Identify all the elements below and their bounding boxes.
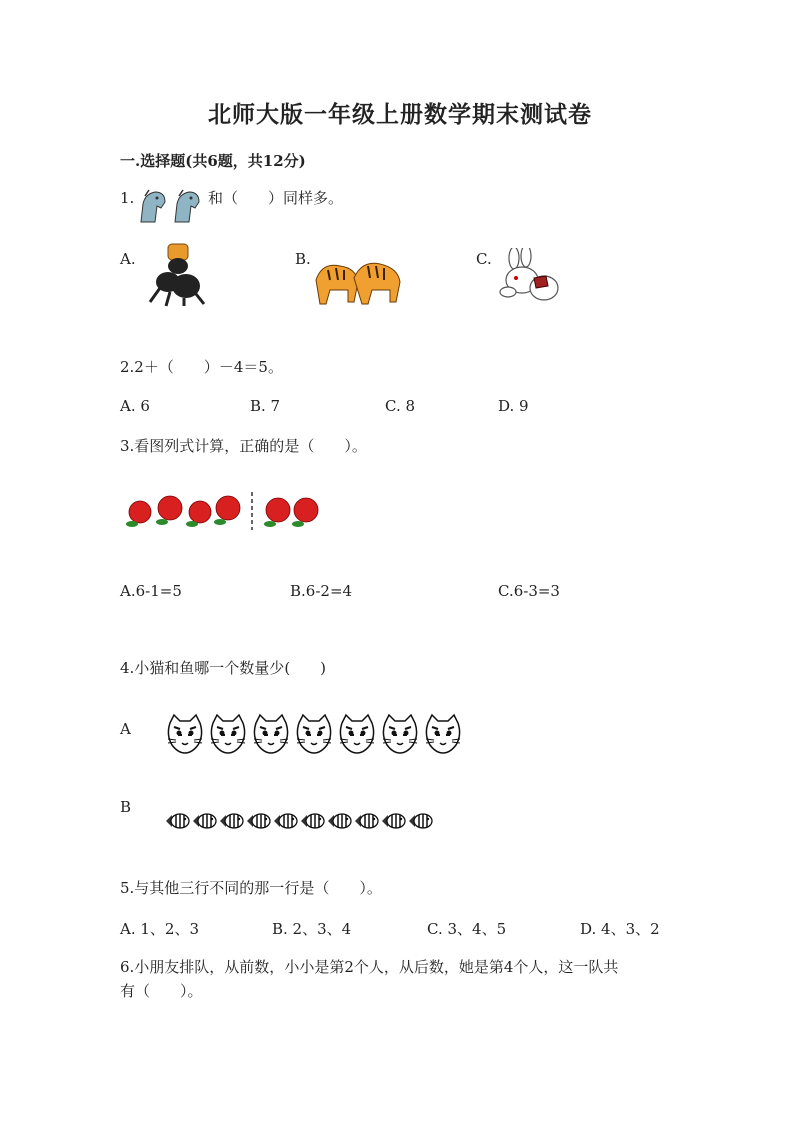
cat-icon	[383, 715, 417, 753]
q5-option-c: C. 3、4、5	[427, 920, 507, 938]
q2-option-d: D. 9	[498, 397, 529, 415]
q4-text: 4.小猫和鱼哪一个数量少( )	[120, 659, 327, 677]
q3-option-a: A.6-1=5	[120, 582, 182, 600]
q5-option-d: D. 4、3、2	[580, 920, 660, 938]
fish-icon	[274, 814, 297, 828]
q2-option-b: B. 7	[250, 397, 281, 415]
q4-option-a: A	[120, 720, 131, 738]
rabbit-image	[494, 248, 564, 308]
fish-icon	[193, 814, 216, 828]
fish-icon	[301, 814, 324, 828]
q1-text: 和（ ）同样多。	[208, 189, 344, 207]
fish-icon	[247, 814, 270, 828]
cat-icon	[297, 715, 331, 753]
fish-icon	[355, 814, 378, 828]
tigers-image	[312, 250, 404, 308]
q3-option-b: B.6-2=4	[290, 582, 353, 600]
q5-option-b: B. 2、3、4	[272, 920, 352, 938]
cat-icon	[340, 715, 374, 753]
section-heading: 一.选择题(共6题，共12分)	[120, 152, 306, 170]
horse-image	[135, 188, 207, 224]
fish-image	[164, 806, 440, 836]
q6-text-line2: 有（ ）。	[120, 982, 203, 1000]
fish-icon	[166, 814, 189, 828]
q1-number: 1.	[120, 189, 135, 207]
fish-icon	[220, 814, 243, 828]
fish-icon	[409, 814, 432, 828]
q5-text: 5.与其他三行不同的那一行是（ ）。	[120, 879, 382, 897]
cats-image	[164, 713, 468, 755]
cat-icon	[211, 715, 245, 753]
fish-icon	[328, 814, 351, 828]
q5-option-a: A. 1、2、3	[120, 920, 199, 938]
q2-text: 2.2＋（ ）－4＝5。	[120, 358, 283, 376]
cat-icon	[426, 715, 460, 753]
q1-option-a: A.	[120, 250, 136, 268]
q1-option-b: B.	[295, 250, 311, 268]
q3-text: 3.看图列式计算，正确的是（ ）。	[120, 437, 367, 455]
cat-icon	[254, 715, 288, 753]
cat-icon	[168, 715, 202, 753]
q1-option-c: C.	[476, 250, 492, 268]
q6-text-line1: 6.小朋友排队，从前数，小小是第2个人，从后数，她是第4个人，这一队共	[120, 958, 619, 976]
q3-option-c: C.6-3=3	[498, 582, 560, 600]
q2-option-a: A. 6	[120, 397, 150, 415]
q2-option-c: C. 8	[385, 397, 416, 415]
flowers-image	[120, 490, 330, 532]
page-title: 北师大版一年级上册数学期末测试卷	[208, 101, 592, 128]
q4-option-b: B	[120, 798, 132, 816]
fish-icon	[382, 814, 405, 828]
ant-image	[140, 242, 210, 308]
